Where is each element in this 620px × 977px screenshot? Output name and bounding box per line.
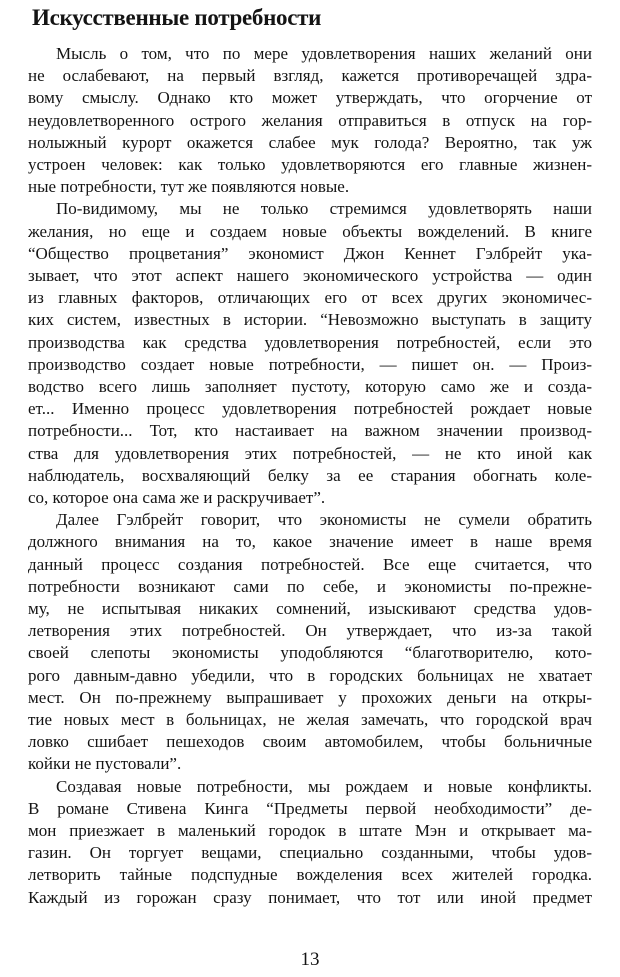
text-line: летворить тайные подспудные вожделения всех жителей городка. — [28, 865, 592, 885]
text-line: со, которое она сама же и раскручивает”. — [28, 488, 326, 507]
text-line: рого давным-давно убедили, что в городских больницах не хватает — [28, 665, 592, 685]
text-line: устроен человек: как только удовлетворяются его главные жизнен- — [28, 155, 592, 174]
text-line: неудовлетворенного острого желания отправиться в отпуск на гор- — [28, 110, 592, 130]
text-line: летворения этих потребностей. Он утверждает, что из-за такой — [28, 621, 592, 641]
text-line: Создавая новые потребности, мы рождаем и новые конфликты. — [56, 776, 592, 796]
text-line: ства для удовлетворения этих потребностей, — не кто иной как — [28, 443, 592, 463]
text-line: водство всего лишь заполняет пустоту, которую само же и созда- — [28, 377, 592, 396]
text-line: не ослабевают, на первый взгляд, кажется противоречащей здра- — [28, 66, 592, 86]
text-line: “Общество процветания” экономист Джон Кеннет Гэлбрейт ука- — [28, 243, 592, 263]
text-line: Каждый из горожан сразу понимает, что тот или иной предмет — [28, 887, 592, 907]
text-line: ких систем, известных в истории. “Невозможно выступать в защиту — [28, 310, 592, 330]
page-number: 13 — [300, 949, 320, 970]
text-line: нолыжный курорт окажется слабее мук голода? Вероятно, так уж — [28, 132, 592, 152]
section-heading: Искусственные потребности — [32, 5, 322, 30]
text-line: газин. Он торгует вещами, специально созданными, чтобы удов- — [28, 843, 592, 863]
text-line: ловко сшибает пешеходов своим автомобилем, чтобы больничные — [28, 732, 592, 752]
text-line: тие новых мест в больницах, не желая замечать, что городской врач — [28, 710, 592, 729]
text-line: наблюдатель, восхваляющий белку за ее старания обогнать коле- — [28, 465, 592, 485]
text-line: Далее Гэлбрейт говорит, что экономисты не сумели обратить — [56, 510, 592, 530]
text-line: мон приезжает в маленький городок в штате Мэн и открывает ма- — [28, 821, 592, 840]
text-line: зывает, что этот аспект нашего экономического устройства — один — [28, 266, 592, 285]
text-line: своей слепоты экономисты уподобляются “благотворителю, кото- — [28, 643, 592, 663]
text-line: потребности... Тот, кто настаивает на важном значении производ- — [28, 421, 592, 441]
text-line: В романе Стивена Кинга “Предметы первой необходимости” де- — [28, 798, 592, 818]
text-line: из главных факторов, отличающих его от всех других экономичес- — [28, 288, 592, 308]
text-line: производства как средства удовлетворения потребностей, если это — [28, 332, 592, 352]
text-line: му, не испытывая никаких сомнений, изыскивают средства удов- — [28, 599, 592, 618]
text-line: производство создает новые потребности, — пишет он. — Произ- — [28, 354, 592, 374]
text-line: койки не пустовали”. — [28, 754, 182, 774]
text-line: ные потребности, тут же появляются новые. — [28, 177, 350, 197]
text-line: должного внимания на то, какое значение имеет в наше время — [28, 532, 592, 552]
text-line: данный процесс создания потребностей. Все еще считается, что — [28, 554, 592, 574]
text-line: желания, но еще и создаем новые объекты вожделений. В книге — [28, 221, 592, 241]
text-line: мест. Он по-прежнему выпрашивает у прохожих деньги на откры- — [28, 687, 592, 707]
text-line: потребности возникают сами по себе, и экономисты по-прежне- — [28, 576, 592, 596]
text-line: вому смыслу. Однако кто может утверждать, что огорчение от — [28, 88, 592, 108]
text-line: ет... Именно процесс удовлетворения потребностей рождает новые — [28, 399, 592, 419]
text-line: Мысль о том, что по мере удовлетворения наших желаний они — [56, 44, 592, 63]
text-line: По-видимому, мы не только стремимся удовлетворять наши — [56, 199, 592, 219]
